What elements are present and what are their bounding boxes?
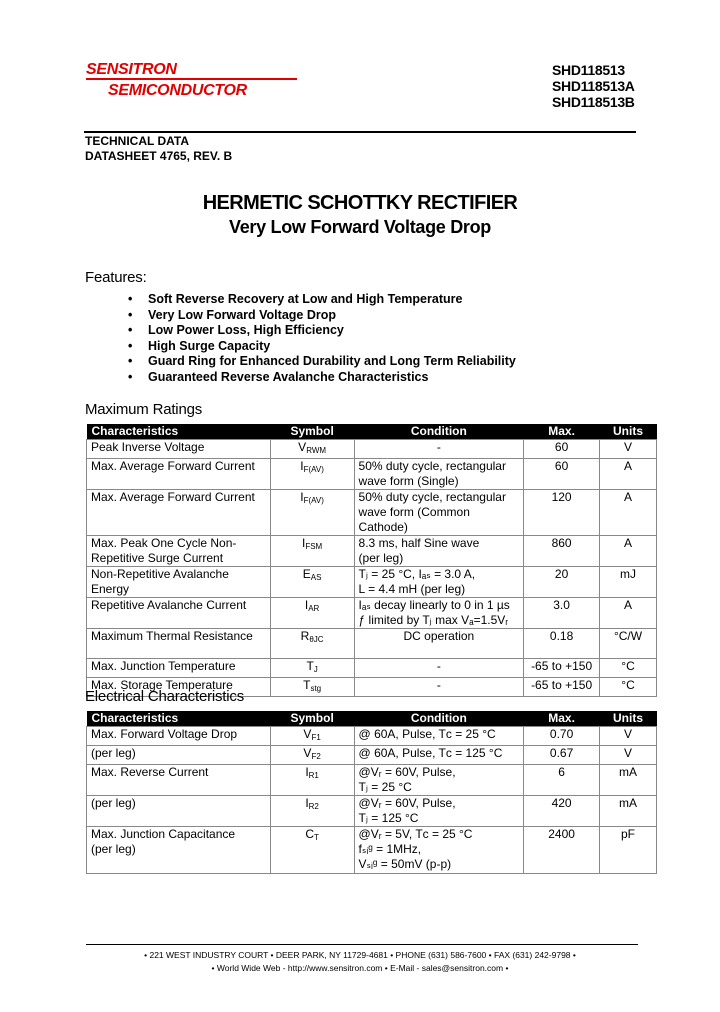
symbol-subscript: AS xyxy=(310,573,322,582)
header-divider xyxy=(84,131,636,133)
cell-line: 50% duty cycle, rectangular xyxy=(358,459,506,473)
cell-line: Max. Average Forward Current xyxy=(91,490,255,504)
condition-cell xyxy=(354,796,524,827)
part-number-3: SHD118513B xyxy=(552,94,635,110)
symbol-cell xyxy=(270,490,354,536)
unit-cell: °C xyxy=(600,659,657,678)
unit-cell: A xyxy=(600,459,657,490)
condition-cell xyxy=(354,629,524,659)
cell-line: Max. Peak One Cycle Non- xyxy=(91,536,237,550)
symbol-subscript: F1 xyxy=(311,733,321,742)
condition-cell xyxy=(354,765,524,796)
cell-line: @ 60A, Pulse, Tᴄ = 25 °C xyxy=(358,727,496,741)
datasheet-label: DATASHEET 4765, REV. B xyxy=(85,149,233,163)
max-value-cell: 6 xyxy=(524,765,600,796)
max-value-cell: -65 to +150 xyxy=(524,678,600,697)
unit-cell: V xyxy=(600,746,657,765)
characteristic-cell xyxy=(87,598,271,629)
table-row xyxy=(87,567,657,598)
cell-line: Maximum Thermal Resistance xyxy=(91,629,253,643)
condition-cell xyxy=(354,678,524,697)
part-number-1: SHD118513 xyxy=(552,62,625,78)
symbol-subscript: AR xyxy=(308,604,320,613)
cell-line: wave form (Single) xyxy=(358,474,459,488)
characteristic-cell xyxy=(87,796,271,827)
condition-cell xyxy=(354,536,524,567)
symbol: E xyxy=(302,567,311,581)
max-value-cell: 0.18 xyxy=(524,629,600,659)
cell-line: Vₛᵢᵍ = 50mV (p-p) xyxy=(358,857,452,871)
feature-item: • Soft Reverse Recovery at Low and High Temperature xyxy=(128,292,516,308)
symbol-cell xyxy=(270,536,354,567)
max-value-cell: 2400 xyxy=(524,827,600,874)
condition-cell xyxy=(354,727,524,746)
unit-cell: A xyxy=(600,490,657,536)
max-ratings-table xyxy=(86,424,657,697)
max-value-cell: 120 xyxy=(524,490,600,536)
cell-line: 8.3 ms, half Sine wave xyxy=(358,536,480,550)
condition-cell xyxy=(354,440,524,459)
cell-line: L = 4.4 mH (per leg) xyxy=(358,582,466,596)
symbol-cell xyxy=(270,796,354,827)
symbol: I xyxy=(300,459,304,473)
footer-divider xyxy=(86,944,638,945)
feature-item: • Very Low Forward Voltage Drop xyxy=(128,308,516,324)
symbol: I xyxy=(300,490,304,504)
symbol-cell xyxy=(270,765,354,796)
table-row xyxy=(87,459,657,490)
cell-line: Iₐₛ decay linearly to 0 in 1 µs xyxy=(358,598,510,612)
symbol-cell xyxy=(270,629,354,659)
condition-cell xyxy=(354,659,524,678)
column-header: Units xyxy=(600,711,657,727)
electrical-table xyxy=(86,711,657,874)
symbol: T xyxy=(306,659,314,673)
table-row xyxy=(87,659,657,678)
column-header: Max. xyxy=(524,424,600,440)
column-header: Symbol xyxy=(270,711,354,727)
characteristic-cell xyxy=(87,536,271,567)
cell-line: - xyxy=(436,440,441,454)
condition-cell xyxy=(354,567,524,598)
features-heading: Features: xyxy=(85,269,147,286)
table-row xyxy=(87,765,657,796)
cell-line: (per leg) xyxy=(91,842,136,856)
table-row xyxy=(87,440,657,459)
symbol-cell xyxy=(270,678,354,697)
cell-line: Repetitive Avalanche Current xyxy=(91,598,247,612)
max-value-cell: -65 to +150 xyxy=(524,659,600,678)
symbol-subscript: R2 xyxy=(308,802,319,811)
unit-cell: mJ xyxy=(600,567,657,598)
cell-line: Max. Forward Voltage Drop xyxy=(91,727,238,741)
cell-line: Non-Repetitive Avalanche Energy xyxy=(91,567,229,596)
characteristic-cell xyxy=(87,746,271,765)
cell-line: Peak Inverse Voltage xyxy=(91,440,205,454)
symbol-cell xyxy=(270,827,354,874)
symbol-subscript: F2 xyxy=(311,752,321,761)
part-number-2: SHD118513A xyxy=(552,78,635,94)
symbol: V xyxy=(303,727,312,741)
cell-line: (per leg) xyxy=(91,746,136,760)
feature-item: • Low Power Loss, High Efficiency xyxy=(128,323,516,339)
symbol: T xyxy=(303,678,311,692)
unit-cell: V xyxy=(600,727,657,746)
symbol-subscript: J xyxy=(313,665,318,674)
cell-line: Tⱼ = 25 °C, Iₐₛ = 3.0 A, xyxy=(358,567,476,581)
symbol-subscript: T xyxy=(314,833,319,842)
symbol: V xyxy=(298,440,307,454)
unit-cell: mA xyxy=(600,765,657,796)
max-value-cell: 0.70 xyxy=(524,727,600,746)
cell-line: Tⱼ = 125 °C xyxy=(358,811,419,825)
max-value-cell: 860 xyxy=(524,536,600,567)
symbol: V xyxy=(303,746,312,760)
cell-line: @Vᵣ = 60V, Pulse, xyxy=(358,796,456,810)
symbol-cell xyxy=(270,598,354,629)
symbol-cell xyxy=(270,459,354,490)
column-header: Condition xyxy=(354,424,524,440)
unit-cell: mA xyxy=(600,796,657,827)
cell-line: (per leg) xyxy=(91,796,136,810)
features-list xyxy=(128,292,516,386)
cell-line: @Vᵣ = 60V, Pulse, xyxy=(358,765,456,779)
condition-cell xyxy=(354,827,524,874)
table-row xyxy=(87,746,657,765)
characteristic-cell xyxy=(87,765,271,796)
unit-cell: pF xyxy=(600,827,657,874)
max-value-cell: 60 xyxy=(524,440,600,459)
cell-line: Max. Average Forward Current xyxy=(91,459,255,473)
cell-line: Max. Storage Temperature xyxy=(91,678,233,692)
cell-line: Max. Junction Temperature xyxy=(91,659,236,673)
symbol-subscript: stg xyxy=(310,684,322,693)
symbol-cell xyxy=(270,727,354,746)
characteristic-cell xyxy=(87,727,271,746)
table-row xyxy=(87,490,657,536)
condition-cell xyxy=(354,459,524,490)
cell-line: @Vᵣ = 5V, Tᴄ = 25 °C xyxy=(358,827,473,841)
feature-item: • High Surge Capacity xyxy=(128,339,516,355)
cell-line: @ 60A, Pulse, Tᴄ = 125 °C xyxy=(358,746,503,760)
characteristic-cell xyxy=(87,440,271,459)
unit-cell: A xyxy=(600,536,657,567)
characteristic-cell xyxy=(87,827,271,874)
cell-line: - xyxy=(436,678,441,692)
doc-title: HERMETIC SCHOTTKY RECTIFIER xyxy=(202,192,518,214)
cell-line: ƒ limited by Tⱼ max Vₐ=1.5Vᵣ xyxy=(358,613,509,627)
symbol: I xyxy=(305,765,309,779)
unit-cell: °C/W xyxy=(600,629,657,659)
symbol: I xyxy=(304,598,309,612)
symbol-cell xyxy=(270,567,354,598)
table-row xyxy=(87,629,657,659)
cell-line: 50% duty cycle, rectangular xyxy=(358,490,506,504)
feature-item: • Guard Ring for Enhanced Durability and Long Term Reliability xyxy=(128,354,516,370)
cell-line xyxy=(91,780,266,795)
symbol-subscript: F(AV) xyxy=(303,496,324,505)
logo-underline xyxy=(86,78,297,80)
characteristic-cell xyxy=(87,490,271,536)
max-value-cell: 3.0 xyxy=(524,598,600,629)
table-row xyxy=(87,598,657,629)
symbol: C xyxy=(305,827,314,841)
column-header: Characteristics xyxy=(87,711,271,727)
column-header: Characteristics xyxy=(87,424,271,440)
cell-line: Repetitive Surge Current xyxy=(91,551,224,565)
unit-cell: °C xyxy=(600,678,657,697)
symbol-subscript: RWM xyxy=(306,446,327,455)
unit-cell: V xyxy=(600,440,657,459)
technical-data-label: TECHNICAL DATA xyxy=(85,134,189,148)
symbol-cell xyxy=(270,440,354,459)
condition-cell xyxy=(354,490,524,536)
table-row xyxy=(87,827,657,874)
cell-line: wave form (Common Cathode) xyxy=(358,505,470,534)
max-ratings-heading: Maximum Ratings xyxy=(85,401,203,418)
symbol-subscript: F(AV) xyxy=(303,465,324,474)
symbol-subscript: θJC xyxy=(309,635,324,644)
cell-line xyxy=(91,811,266,826)
company-name: SENSITRON xyxy=(86,61,177,78)
cell-line: Max. Reverse Current xyxy=(91,765,209,779)
feature-item: • Guaranteed Reverse Avalanche Characteristics xyxy=(128,370,516,386)
unit-cell: A xyxy=(600,598,657,629)
symbol-subscript: FSM xyxy=(305,542,323,551)
table-row xyxy=(87,727,657,746)
symbol-cell xyxy=(270,659,354,678)
table-row xyxy=(87,536,657,567)
table-row xyxy=(87,796,657,827)
column-header: Units xyxy=(600,424,657,440)
electrical-heading: Electrical Characteristics xyxy=(85,688,245,705)
cell-line: (per leg) xyxy=(358,551,404,565)
footer-web: • World Wide Web - http://www.sensitron.com • E-Mail - sales@sensitron.com • xyxy=(211,963,509,973)
symbol: I xyxy=(301,536,306,550)
cell-line: fₛᵢᵍ = 1MHz, xyxy=(358,842,422,856)
max-value-cell: 420 xyxy=(524,796,600,827)
column-header: Max. xyxy=(524,711,600,727)
column-header: Condition xyxy=(354,711,524,727)
symbol: I xyxy=(305,796,309,810)
symbol-cell xyxy=(270,746,354,765)
cell-line: Tⱼ = 25 °C xyxy=(358,780,412,794)
characteristic-cell xyxy=(87,459,271,490)
max-value-cell: 60 xyxy=(524,459,600,490)
characteristic-cell xyxy=(87,659,271,678)
max-value-cell: 0.67 xyxy=(524,746,600,765)
max-value-cell: 20 xyxy=(524,567,600,598)
condition-cell xyxy=(354,598,524,629)
cell-line: DC operation xyxy=(403,629,475,643)
cell-line: Max. Junction Capacitance xyxy=(91,827,236,841)
company-subname: SEMICONDUCTOR xyxy=(108,82,247,99)
characteristic-cell xyxy=(87,629,271,659)
footer-address: • 221 WEST INDUSTRY COURT • DEER PARK, NY 11729-4681 • PHONE (631) 586-7600 • FAX (631) 242-9798 • xyxy=(144,950,576,960)
condition-cell xyxy=(354,746,524,765)
cell-line: - xyxy=(436,659,441,673)
characteristic-cell xyxy=(87,567,271,598)
symbol: R xyxy=(300,629,310,643)
doc-subtitle: Very Low Forward Voltage Drop xyxy=(228,217,491,237)
column-header: Symbol xyxy=(270,424,354,440)
symbol-subscript: R1 xyxy=(308,771,319,780)
